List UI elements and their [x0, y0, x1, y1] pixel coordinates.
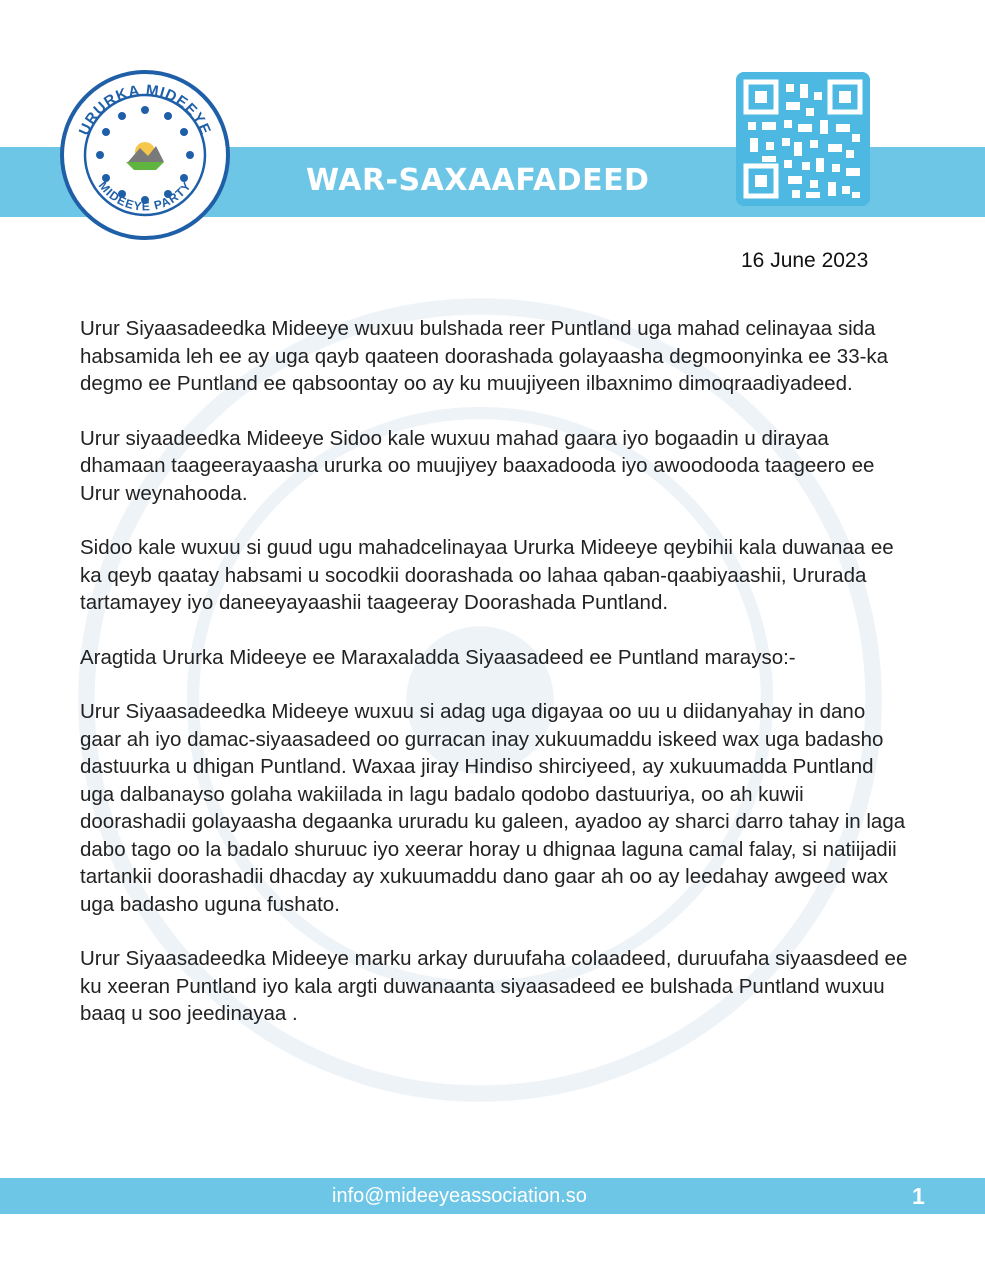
- paragraph: Urur Siyaasadeedka Mideeye wuxuu si adag uga digayaa oo uu u diidanyahay in dano gaar ah iyo damac-siyaasadeed oo gurracan inay xukuumaddu iskeed wax uga badasho dastuurka u dhigan Puntland. Waxaa jiray Hindiso shirciyeed, ay xukuumadda Puntland uga dalbanayso golaha wakiilada in lagu badalo qodobo dastuuriya, oo ah kuwii doorashadii golayaasha degaanka ururadu ku galeen, ayadoo ay sharci darro tahay in laga dabo tago oo la badalo shuruuc iyo xeerar horay u dhignaa laguna camal falay, si natiijadii tartankii doorashadii dhacday ay xukuumaddu dano gaar ah oo ay leedahay awgeed wax uga badasho uguna fushato.: [80, 700, 906, 916]
- paragraph: Urur Siyaasadeedka Mideeye wuxuu bulshada reer Puntland uga mahad celinayaa sida habsamida leh ee ay uga qayb qaateen doorashada golayaasha degmoonyinka ee 33-ka degmo ee Puntland ee qabsoontay oo ay ku muujiyeen ilbaxnimo dimoqraadiyadeed.: [80, 317, 889, 395]
- qr-code: [736, 72, 870, 206]
- paragraph: Urur siyaadeedka Mideeye Sidoo kale wuxuu mahad gaara iyo bogaadin u dirayaa dhamaan taageerayaasha ururka oo muujiyey baaxadooda iyo awoodooda taageero ee Urur weynahooda.: [80, 426, 875, 505]
- document-date: 16 June 2023: [741, 249, 869, 272]
- page-title: WAR-SAXAAFADEED: [306, 163, 650, 198]
- logo-text-bottom: MIDEEYE PARTY: [95, 178, 195, 214]
- footer-email-link[interactable]: info@mideeyeassociation.so: [332, 1185, 587, 1207]
- mideeye-logo: [60, 70, 230, 240]
- press-release-body: [80, 315, 910, 1055]
- paragraph: Aragtida Ururka Mideeye ee Maraxaladda Siyaasadeed ee Puntland marayso:-: [80, 645, 796, 669]
- logo-text-top: URURKA MIDEEYE: [75, 81, 215, 138]
- paragraph: Urur Siyaasadeedka Mideeye marku arkay duruufaha colaadeed, duruufaha siyaasdeed ee ku xeeran Puntland iyo kala argti duwanaanta siyaasadeed ee bulshada Puntland wuxuu baaq u soo jeedinayaa .: [80, 947, 908, 1025]
- paragraph: Sidoo kale wuxuu si guud ugu mahadcelinayaa Ururka Mideeye qeybihii kala duwanaa ee ka qeyb qaatay habsami u socodkii doorashada oo lahaa qaban-qaabiyaashii, Ururada tartamayey iyo daneeyayaashii taageeray Doorashada Puntland.: [80, 536, 894, 614]
- page-number: 1: [912, 1183, 925, 1209]
